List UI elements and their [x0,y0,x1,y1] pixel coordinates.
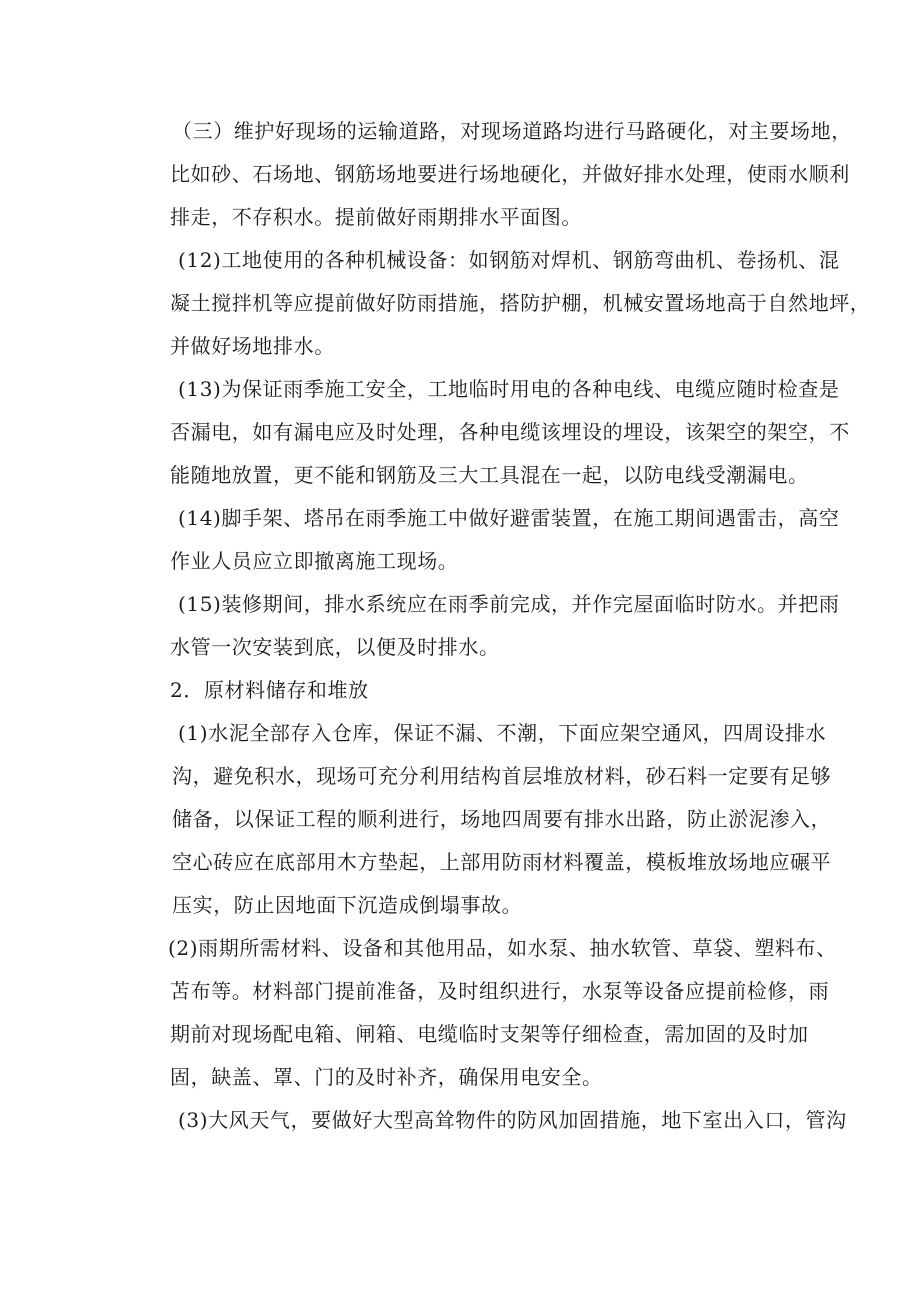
text-line: 空心砖应在底部用木方垫起，上部用防雨材料覆盖，模板堆放场地应碾平 [172,850,832,874]
text-line: 凝土搅拌机等应提前做好防雨措施，搭防护棚，机械安置场地高于自然地坪， [170,291,871,315]
text-line: 排走，不存积水。提前做好雨期排水平面图。 [170,205,582,229]
text-line: (15)装修期间，排水系统应在雨季前完成，并作完屋面临时防水。并把雨 [178,592,840,616]
text-line: 比如砂、石场地、钢筋场地要进行场地硬化，并做好排水处理，使雨水顺利 [170,162,850,186]
text-line: 期前对现场配电箱、闸箱、电缆临时支架等仔细检查，需加固的及时加 [170,1022,809,1046]
text-line: (14)脚手架、塔吊在雨季施工中做好避雷装置，在施工期间遇雷击，高空 [178,506,840,530]
section-heading: 2．原材料储存和堆放 [170,678,369,702]
text-line: (12)工地使用的各种机械设备：如钢筋对焊机、钢筋弯曲机、卷扬机、混 [178,248,840,272]
text-line: 作业人员应立即撤离施工现场。 [170,549,459,573]
text-line: 否漏电，如有漏电应及时处理，各种电缆该埋设的埋设，该架空的架空，不 [170,420,850,444]
text-line: 水管一次安装到底，以便及时排水。 [170,635,500,659]
text-line: （三）维护好现场的运输道路，对现场道路均进行马路硬化，对主要场地， [172,119,852,143]
text-line: 储备，以保证工程的顺利进行，场地四周要有排水出路，防止淤泥渗入， [172,807,832,831]
text-line: (1)水泥全部存入仓库，保证不漏、不潮，下面应架空通风，四周设排水 [178,721,827,745]
text-line: (2)雨期所需材料、设备和其他用品，如水泵、抽水软管、草袋、塑料布、 [168,936,837,960]
text-line: 固，缺盖、罩、门的及时补齐，确保用电安全。 [170,1065,603,1089]
text-line: 能随地放置，更不能和钢筋及三大工具混在一起，以防电线受潮漏电。 [170,463,809,487]
text-line: (3)大风天气，要做好大型高耸物件的防风加固措施，地下室出入口，管沟 [178,1108,847,1132]
text-line: 苫布等。材料部门提前准备，及时组织进行，水泵等设备应提前检修，雨 [170,979,830,1003]
text-line: 并做好场地排水。 [170,334,335,358]
text-line: 沟，避免积水，现场可充分利用结构首层堆放材料，砂石料一定要有足够 [172,764,832,788]
text-line: (13)为保证雨季施工安全，工地临时用电的各种电线、电缆应随时检查是 [178,377,840,401]
text-line: 压实，防止因地面下沉造成倒塌事故。 [172,893,523,917]
